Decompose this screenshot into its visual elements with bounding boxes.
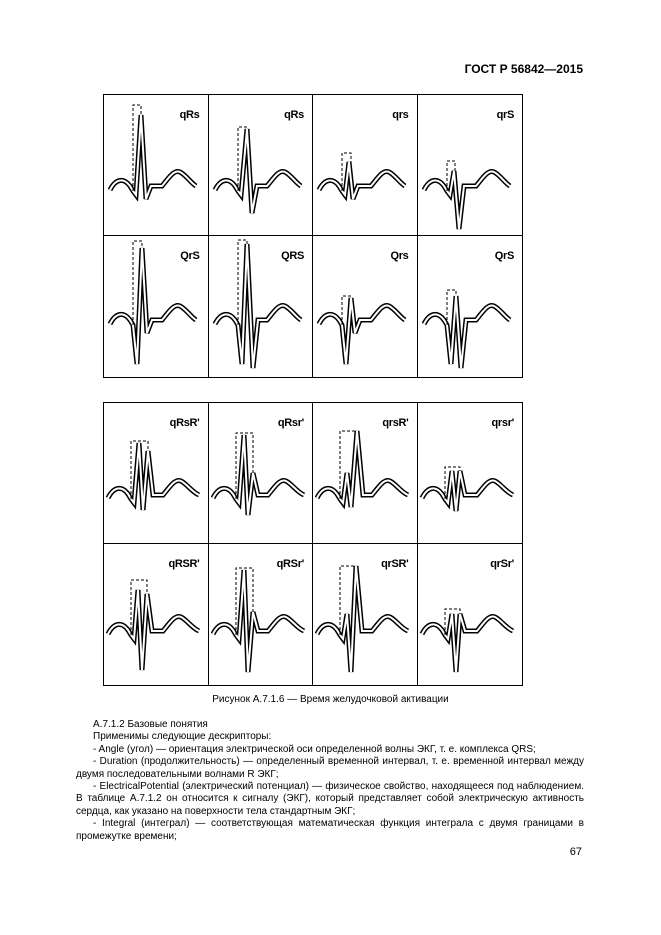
ecg-panel [313,236,418,377]
standard-header: ГОСТ Р 56842—2015 [464,62,583,76]
panel-label: Qrs [390,250,409,262]
panel-label: qRsr' [277,417,304,429]
panel-label: QrS [494,250,514,262]
panel-label: qrs [392,109,409,121]
ecg-panel [418,95,523,236]
page-number: 67 [569,846,582,858]
panel-label: qRSR' [168,558,200,570]
ecg-panel [209,95,314,236]
panel-label: qRSr' [276,558,304,570]
ecg-panel [104,236,209,377]
descriptor-item: - Angle (угол) — ориентация электрической оси определенной волны ЭКГ, т. е. комплекса QRS; [93,743,536,755]
section-heading: А.7.1.2 Базовые понятия [93,719,208,730]
ecg-panel [418,544,523,685]
panel-label: qrSr' [490,558,514,570]
descriptor-item: - Integral (интеграл) — соответствующая математическая функция интеграла с двумя границами в промежутке времени; [76,818,584,842]
ecg-panel [104,544,209,685]
panel-label: qRsR' [169,417,200,429]
ecg-panel [313,544,418,685]
panel-label: QrS [180,250,200,262]
descriptor-item: - Duration (продолжительность) — определенный временной интервал, т. е. временной интервал между двумя последовательными волнами R ЭКГ; [76,756,584,780]
panel-label: qrsR' [382,417,409,429]
body-text [76,719,584,843]
ecg-figure-bottom [103,402,523,686]
ecg-panel [418,403,523,544]
ecg-panel [313,95,418,236]
ecg-panel [209,544,314,685]
descriptor-item: - ElectricalPotential (электрический потенциал) — физическое свойство, находящееся под наблюдением. В таблице А.7.1.2 он относится к сигналу (ЭКГ), который представляет собой электрическую активность сердца, как указано на поверхности тела стандартным ЭКГ; [76,781,584,817]
ecg-panel [104,95,209,236]
panel-label: qRs [179,109,200,121]
ecg-panel [313,403,418,544]
panel-label: QRS [281,250,304,262]
panel-label: qrS [496,109,514,121]
ecg-panel [418,236,523,377]
intro-paragraph: Применимы следующие дескрипторы: [93,731,272,743]
figure-caption: Рисунок А.7.1.6 — Время желудочковой активации [212,694,449,705]
ecg-panel [104,403,209,544]
panel-label: qRs [284,109,304,121]
panel-label: qrsr' [491,417,514,429]
panel-label: qrSR' [381,558,409,570]
ecg-figure-top [103,94,523,378]
ecg-panel [209,403,314,544]
ecg-panel [209,236,314,377]
